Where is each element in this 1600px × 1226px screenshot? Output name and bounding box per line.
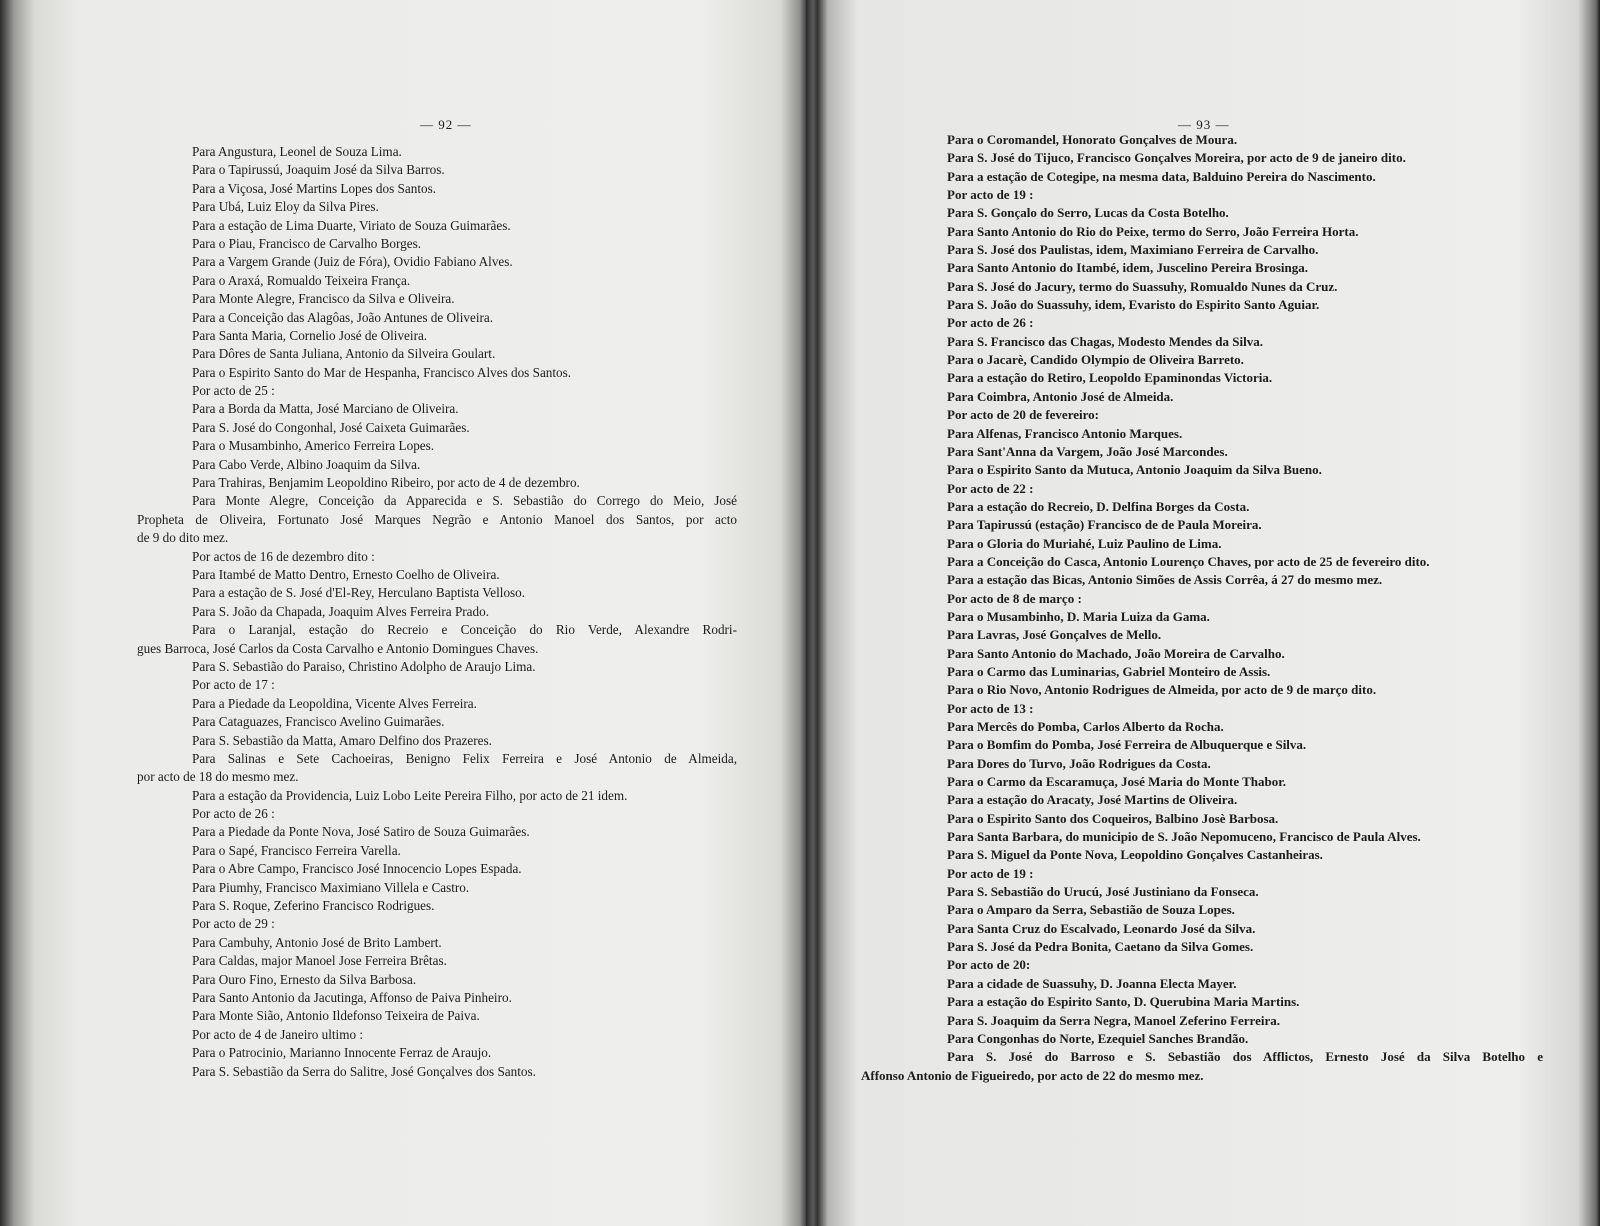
text-line: Para o Carmo da Escaramuça, José Maria do Monte Thabor. bbox=[947, 774, 1287, 790]
text-line: Para Santo Antonio da Jacutinga, Affonso de Paiva Pinheiro. bbox=[192, 989, 512, 1005]
text-line: por acto de 18 do mesmo mez. bbox=[137, 769, 299, 785]
text-line: Para Monte Alegre, Conceição da Apparecida e S. Sebastião do Corrego do Meio, José bbox=[192, 493, 737, 509]
text-line: Para Monte Alegre, Francisco da Silva e Oliveira. bbox=[192, 291, 455, 307]
text-line: Para S. Miguel da Ponte Nova, Leopoldino Gonçalves Castanheiras. bbox=[947, 847, 1323, 863]
text-line: Para Itambé de Matto Dentro, Ernesto Coelho de Oliveira. bbox=[192, 566, 500, 582]
text-line: Para Mercês do Pomba, Carlos Alberto da Rocha. bbox=[947, 719, 1224, 734]
text-line: Para S. José do Tijuco, Francisco Gonçalves Moreira, por acto de 9 de janeiro dito. bbox=[947, 150, 1406, 166]
text-line: Propheta de Oliveira, Fortunato José Marques Negrão e Antonio Manoel dos Santos, por acto bbox=[137, 511, 737, 527]
text-line: Para o Gloria do Muriahé, Luiz Paulino de Lima. bbox=[947, 535, 1222, 551]
text-line: Por acto de 8 de março : bbox=[947, 590, 1082, 606]
text-line: Para o Espirito Santo dos Coqueiros, Balbino Josè Barbosa. bbox=[947, 810, 1279, 826]
text-line: Para a Piedade da Ponte Nova, José Satiro de Souza Guimarães. bbox=[192, 824, 530, 840]
text-line: Para o Musambinho, D. Maria Luiza da Gama. bbox=[947, 608, 1210, 624]
text-line: Para S. João da Chapada, Joaquim Alves Ferreira Prado. bbox=[192, 603, 490, 619]
text-line: Por acto de 19 : bbox=[947, 865, 1034, 881]
text-line: Para Santo Antonio do Rio do Peixe, termo do Serro, João Ferreira Horta. bbox=[947, 223, 1359, 239]
text-line: Para a estação do Espirito Santo, D. Querubina Maria Martins. bbox=[947, 994, 1300, 1010]
text-line: Para a estação de Lima Duarte, Viriato de Souza Guimarães. bbox=[192, 217, 511, 233]
text-line: Para o Laranjal, estação do Recreio e Conceição do Rio Verde, Alexandre Rodri- bbox=[192, 622, 737, 638]
text-line: Para a Conceição das Alagôas, João Antunes de Oliveira. bbox=[192, 309, 494, 325]
text-line: Para S. José do Jacury, termo do Suassuhy, Romualdo Nunes da Cruz. bbox=[947, 278, 1338, 294]
text-line: Para S. Francisco das Chagas, Modesto Mendes da Silva. bbox=[947, 333, 1263, 349]
text-line: Para a estação de S. José d'El-Rey, Herculano Baptista Velloso. bbox=[192, 585, 526, 601]
text-line: Para a estação do Aracaty, José Martins de Oliveira. bbox=[947, 792, 1238, 808]
text-line: Por actos de 16 de dezembro dito : bbox=[192, 548, 375, 564]
text-line: Para Santa Maria, Cornelio José de Oliveira. bbox=[192, 327, 428, 343]
text-line: Para Monte Sião, Antonio Ildefonso Teixeira de Paiva. bbox=[192, 1008, 480, 1024]
text-line: Para Sant'Anna da Vargem, João José Marcondes. bbox=[947, 443, 1228, 459]
text-line: Para a cidade de Suassuhy, D. Joanna Electa Mayer. bbox=[947, 975, 1237, 991]
text-line: Para S. José da Pedra Bonita, Caetano da Silva Gomes. bbox=[947, 939, 1254, 955]
text-line: Por acto de 25 : bbox=[192, 383, 275, 399]
text-line: Para Trahiras, Benjamim Leopoldino Ribeiro, por acto de 4 de dezembro. bbox=[192, 475, 580, 491]
text-line: Para o Tapirussú, Joaquim José da Silva Barros. bbox=[192, 162, 445, 178]
text-line: Para o Bomfim do Pomba, José Ferreira de Albuquerque e Silva. bbox=[947, 737, 1307, 753]
text-line: Affonso Antonio de Figueiredo, por acto de 22 do mesmo mez. bbox=[861, 1067, 1204, 1083]
text-line: Para Dôres de Santa Juliana, Antonio da Silveira Goulart. bbox=[192, 346, 496, 362]
text-line: Para S. José do Congonhal, José Caixeta Guimarães. bbox=[192, 419, 470, 435]
text-line: Para Ouro Fino, Ernesto da Silva Barbosa. bbox=[192, 971, 417, 987]
text-line: Para Santa Cruz do Escalvado, Leonardo José da Silva. bbox=[947, 920, 1256, 936]
text-line: Por acto de 20: bbox=[947, 957, 1031, 973]
text-line: Para S. Sebastião do Urucú, José Justiniano da Fonseca. bbox=[947, 884, 1259, 900]
page-number-left: — 92 — bbox=[420, 117, 472, 132]
text-line: Para S. Sebastião da Matta, Amaro Delfino dos Prazeres. bbox=[192, 732, 492, 748]
text-line: Para Congonhas do Norte, Ezequiel Sanches Brandão. bbox=[947, 1030, 1249, 1046]
text-line: Para Cambuhy, Antonio José de Brito Lambert. bbox=[192, 934, 442, 950]
text-line: Para a Conceição do Casca, Antonio Lourenço Chaves, por acto de 25 de fevereiro dito. bbox=[947, 553, 1430, 569]
right-page-text bbox=[861, 131, 1543, 1085]
text-line: Para Dores do Turvo, João Rodrigues da Costa. bbox=[947, 755, 1211, 771]
text-line: Para o Jacarè, Candido Olympio de Oliveira Barreto. bbox=[947, 352, 1244, 368]
text-line: Para S. Roque, Zeferino Francisco Rodrigues. bbox=[192, 898, 435, 914]
text-line: Para o Sapé, Francisco Ferreira Varella. bbox=[192, 842, 401, 858]
page-number-right: — 93 — bbox=[1178, 117, 1230, 132]
text-line: Para a estação do Recreio, D. Delfina Borges da Costa. bbox=[947, 498, 1250, 514]
text-line: Para o Patrocinio, Marianno Innocente Ferraz de Araujo. bbox=[192, 1045, 492, 1061]
text-line: Para o Espirito Santo da Mutuca, Antonio Joaquim da Silva Bueno. bbox=[947, 462, 1322, 478]
text-line: Para Ubá, Luiz Eloy da Silva Pires. bbox=[192, 199, 379, 215]
text-line: Para S. Sebastião da Serra do Salitre, José Gonçalves dos Santos. bbox=[192, 1063, 536, 1079]
text-line: Para Piumhy, Francisco Maximiano Villela e Castro. bbox=[192, 879, 470, 895]
text-line: Para Salinas e Sete Cachoeiras, Benigno Felix Ferreira e José Antonio de Almeida, bbox=[192, 750, 737, 766]
text-line: Por acto de 4 de Janeiro ultimo : bbox=[192, 1026, 364, 1042]
text-line: Para a estação da Providencia, Luiz Lobo Leite Pereira Filho, por acto de 21 idem. bbox=[192, 787, 628, 803]
text-line: Para Santo Antonio do Machado, João Moreira de Carvalho. bbox=[947, 645, 1285, 661]
text-line: Para S. José dos Paulistas, idem, Maximiano Ferreira de Carvalho. bbox=[947, 242, 1319, 258]
text-line: Para Caldas, major Manoel Jose Ferreira Brêtas. bbox=[192, 953, 447, 969]
text-line: Para o Musambinho, Americo Ferreira Lopes. bbox=[192, 438, 435, 454]
text-line: gues Barroca, José Carlos da Costa Carvalho e Antonio Domingues Chaves. bbox=[137, 640, 539, 656]
text-line: Para o Abre Campo, Francisco José Innocencio Lopes Espada. bbox=[192, 861, 522, 877]
text-line: Por acto de 26 : bbox=[947, 315, 1034, 331]
text-line: de 9 do dito mez. bbox=[137, 530, 229, 546]
text-line: Para a Vargem Grande (Juiz de Fóra), Ovidio Fabiano Alves. bbox=[192, 254, 513, 270]
left-page-text bbox=[137, 143, 737, 1081]
text-line: Para a Piedade da Leopoldina, Vicente Alves Ferreira. bbox=[192, 695, 477, 711]
text-line: Para o Coromandel, Honorato Gonçalves de Moura. bbox=[947, 132, 1238, 147]
text-line: Para Cabo Verde, Albino Joaquim da Silva. bbox=[192, 456, 421, 472]
text-line: Para a estação do Retiro, Leopoldo Epaminondas Victoria. bbox=[947, 370, 1273, 386]
text-line: Para Santo Antonio do Itambé, idem, Juscelino Pereira Brosinga. bbox=[947, 260, 1308, 276]
text-line: Para a Borda da Matta, José Marciano de Oliveira. bbox=[192, 401, 459, 417]
text-line: Por acto de 17 : bbox=[192, 677, 275, 693]
text-line: Para o Piau, Francisco de Carvalho Borges. bbox=[192, 235, 422, 251]
text-line: Para a Viçosa, José Martins Lopes dos Santos. bbox=[192, 180, 436, 196]
text-line: Para Santa Barbara, do municipio de S. João Nepomuceno, Francisco de Paula Alves. bbox=[947, 829, 1421, 845]
text-line: Para Lavras, José Gonçalves de Mello. bbox=[947, 627, 1162, 643]
text-line: Para S. Joaquim da Serra Negra, Manoel Zeferino Ferreira. bbox=[947, 1012, 1280, 1028]
text-line: Para S. João do Suassuhy, idem, Evaristo do Espirito Santo Aguiar. bbox=[947, 297, 1320, 313]
text-line: Por acto de 19 : bbox=[947, 187, 1034, 203]
text-line: Para o Carmo das Luminarias, Gabriel Monteiro de Assis. bbox=[947, 663, 1271, 679]
text-line: Por acto de 26 : bbox=[192, 806, 275, 822]
text-line: Por acto de 13 : bbox=[947, 700, 1034, 716]
text-line: Para o Amparo da Serra, Sebastião de Souza Lopes. bbox=[947, 902, 1235, 918]
right-page bbox=[818, 0, 1600, 1226]
text-line: Para o Araxá, Romualdo Teixeira França. bbox=[192, 272, 411, 288]
text-line: Para Coimbra, Antonio José de Almeida. bbox=[947, 388, 1174, 404]
text-line: Por acto de 29 : bbox=[192, 916, 275, 932]
text-line: Para Angustura, Leonel de Souza Lima. bbox=[192, 144, 402, 159]
text-line: Para S. Gonçalo do Serro, Lucas da Costa Botelho. bbox=[947, 205, 1229, 221]
text-line: Para a estação de Cotegipe, na mesma data, Balduino Pereira do Nascimento. bbox=[947, 168, 1376, 184]
text-line: Para S. José do Barroso e S. Sebastião dos Afflictos, Ernesto José da Silva Botelho e bbox=[947, 1049, 1543, 1065]
text-line: Para Cataguazes, Francisco Avelino Guimarães. bbox=[192, 714, 445, 730]
text-line: Por acto de 22 : bbox=[947, 480, 1034, 496]
text-line: Para S. Sebastião do Paraiso, Christino Adolpho de Araujo Lima. bbox=[192, 658, 536, 674]
text-line: Por acto de 20 de fevereiro: bbox=[947, 407, 1099, 423]
text-line: Para Alfenas, Francisco Antonio Marques. bbox=[947, 425, 1183, 441]
text-line: Para Tapirussú (estação) Francisco de de Paula Moreira. bbox=[947, 517, 1262, 533]
text-line: Para a estação das Bicas, Antonio Simões de Assis Corrêa, á 27 do mesmo mez. bbox=[947, 572, 1383, 588]
text-line: Para o Rio Novo, Antonio Rodrigues de Almeida, por acto de 9 de março dito. bbox=[947, 682, 1377, 698]
text-line: Para o Espirito Santo do Mar de Hespanha, Francisco Alves dos Santos. bbox=[192, 364, 572, 380]
